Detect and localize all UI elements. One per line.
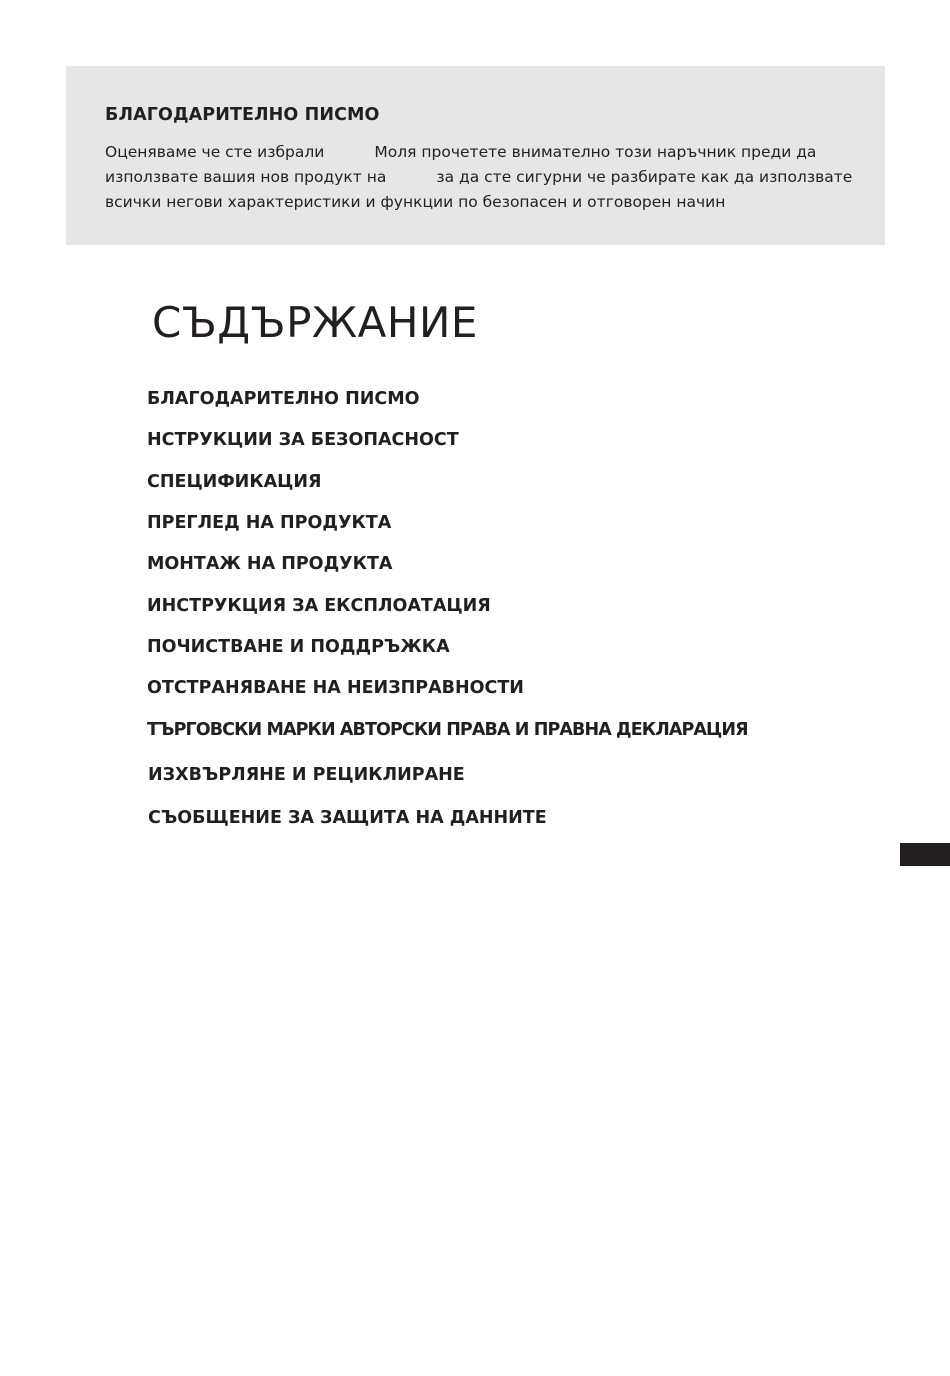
thanks-letter-line-3: всички негови характеристики и функции по безопасен и отговорен начин: [105, 193, 726, 211]
thanks-letter-title: БЛАГОДАРИТЕЛНО ПИСМО: [105, 105, 380, 125]
thanks-letter-line-1: [105, 143, 816, 161]
language-side-tab: [900, 843, 950, 866]
thanks-letter-box: [66, 66, 885, 245]
toc-item-trademarks-legal[interactable]: ТЪРГОВСКИ МАРКИ АВТОРСКИ ПРАВА И ПРАВНА ДЕКЛАРАЦИЯ: [147, 720, 748, 740]
thanks-letter-line-2: [105, 168, 852, 186]
toc-item-troubleshooting[interactable]: ОТСТРАНЯВАНЕ НА НЕИЗПРАВНОСТИ: [147, 678, 524, 698]
toc-item-data-protection[interactable]: СЪОБЩЕНИЕ ЗА ЗАЩИТА НА ДАННИТЕ: [148, 808, 547, 828]
thanks-letter-line-2-start: използвате вашия нов продукт на: [105, 168, 387, 186]
thanks-letter-line-2-end: за да сте сигурни че разбирате как да използвате: [436, 168, 853, 186]
toc-item-product-overview[interactable]: ПРЕГЛЕД НА ПРОДУКТА: [147, 513, 392, 533]
toc-item-specification[interactable]: СПЕЦИФИКАЦИЯ: [147, 472, 322, 492]
toc-item-cleaning-maintenance[interactable]: ПОЧИСТВАНЕ И ПОДДРЪЖКА: [147, 637, 450, 657]
toc-item-safety-instructions[interactable]: НСТРУКЦИИ ЗА БЕЗОПАСНОСТ: [147, 430, 459, 450]
thanks-letter-line-1-end: Моля прочетете внимателно този наръчник преди да: [374, 143, 817, 161]
toc-item-thanks-letter[interactable]: БЛАГОДАРИТЕЛНО ПИСМО: [147, 389, 420, 409]
thanks-letter-line-1-start: Оценяваме че сте избрали: [105, 143, 325, 161]
toc-item-product-installation[interactable]: МОНТАЖ НА ПРОДУКТА: [147, 554, 393, 574]
toc-item-operating-instructions[interactable]: ИНСТРУКЦИЯ ЗА ЕКСПЛОАТАЦИЯ: [147, 596, 491, 616]
toc-heading: СЪДЪРЖАНИЕ: [152, 298, 478, 347]
toc-item-disposal-recycling[interactable]: ИЗХВЪРЛЯНЕ И РЕЦИКЛИРАНЕ: [148, 765, 465, 785]
